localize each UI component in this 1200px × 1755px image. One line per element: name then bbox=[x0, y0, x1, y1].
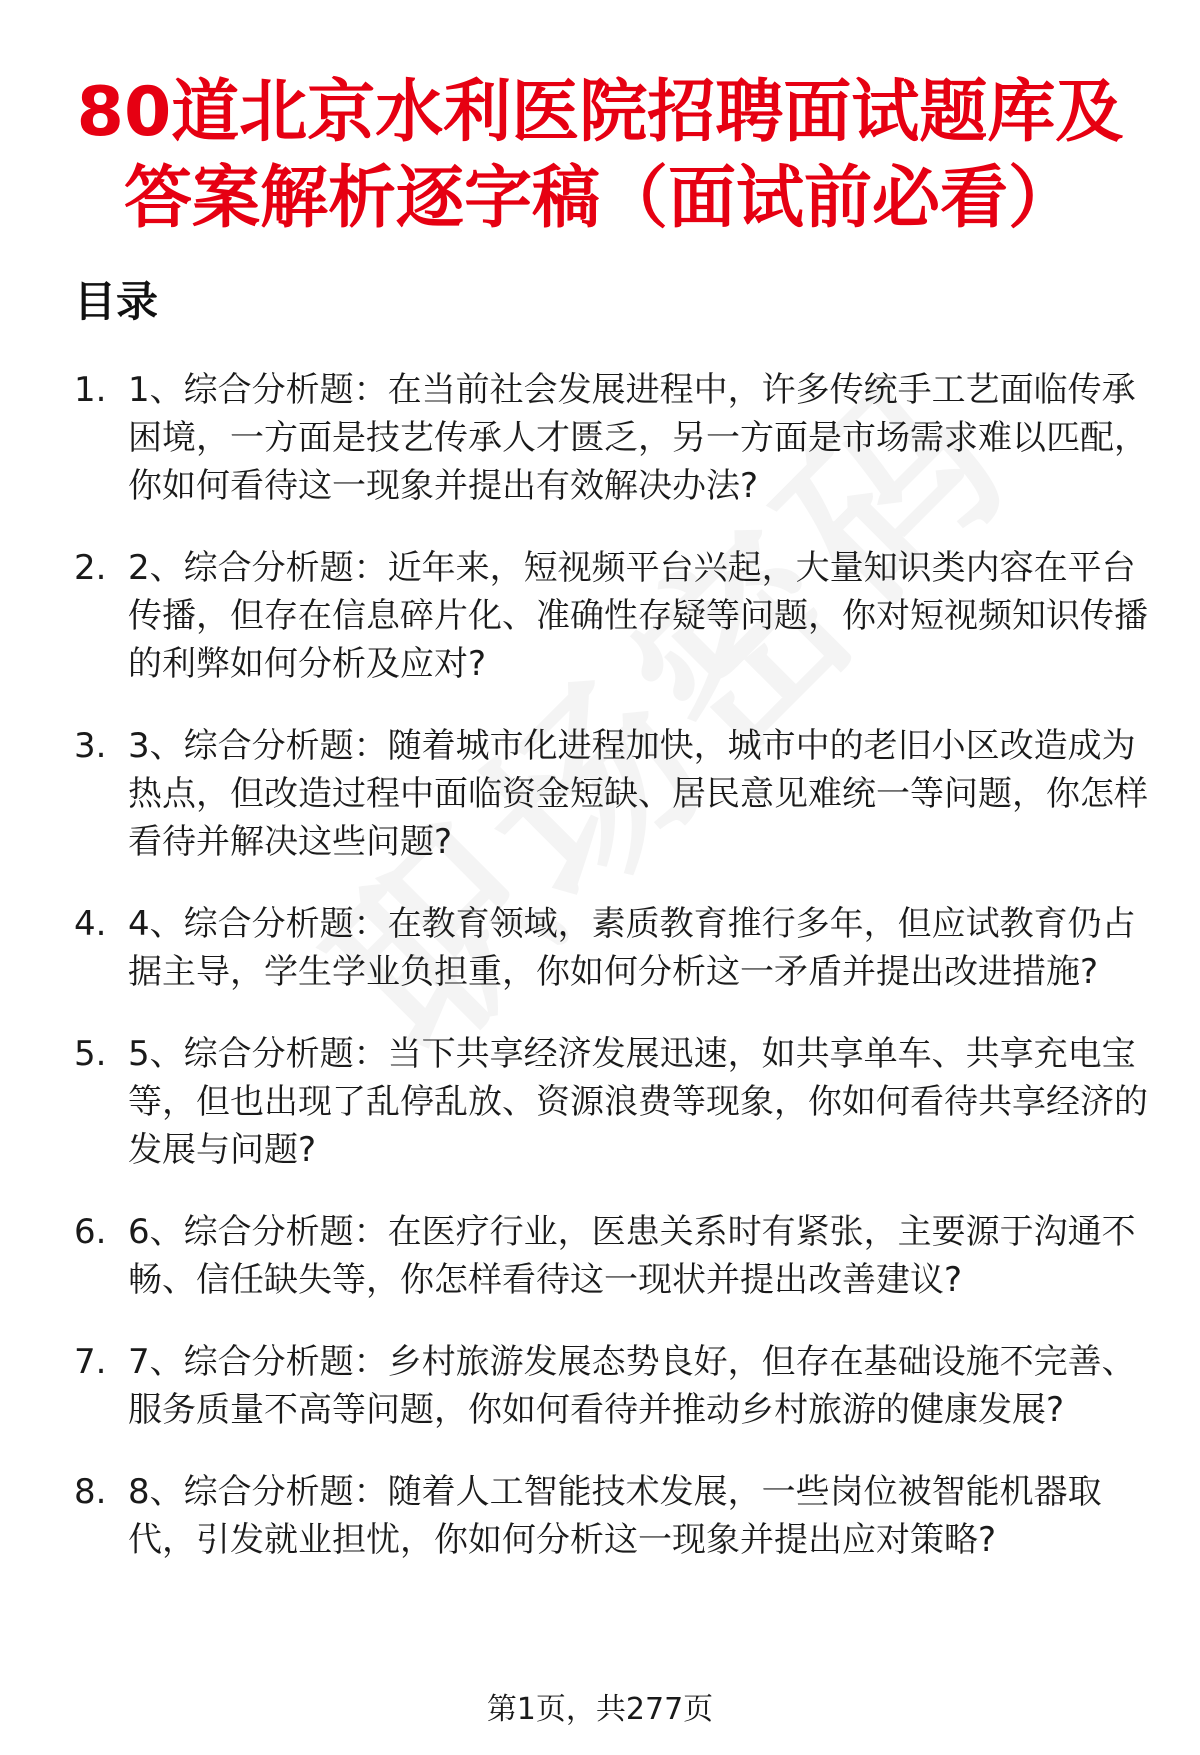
toc-item-number: 8. bbox=[74, 1472, 107, 1512]
toc-item[interactable] bbox=[74, 1468, 1164, 1564]
toc-item-text: 1、综合分析题：在当前社会发展进程中，许多传统手工艺面临传承困境，一方面是技艺传承人才匮乏，另一方面是市场需求难以匹配，你如何看待这一现象并提出有效解决办法? bbox=[128, 370, 1148, 506]
toc-item-number: 1. bbox=[74, 370, 107, 410]
toc-item-number: 4. bbox=[74, 904, 107, 944]
toc-item-number: 6. bbox=[74, 1212, 107, 1252]
toc-item[interactable] bbox=[74, 1030, 1164, 1174]
toc-item[interactable] bbox=[74, 1338, 1164, 1434]
toc-item-text: 8、综合分析题：随着人工智能技术发展，一些岗位被智能机器取代，引发就业担忧，你如何分析这一现象并提出应对策略? bbox=[128, 1472, 1102, 1560]
toc-item-text: 2、综合分析题：近年来，短视频平台兴起，大量知识类内容在平台传播，但存在信息碎片化、准确性存疑等问题，你对短视频知识传播的利弊如何分析及应对? bbox=[128, 548, 1148, 684]
toc-item[interactable] bbox=[74, 1208, 1164, 1304]
toc-heading: 目录 bbox=[74, 277, 159, 326]
toc-item-text: 3、综合分析题：随着城市化进程加快，城市中的老旧小区改造成为热点，但改造过程中面临资金短缺、居民意见难统一等问题，你怎样看待并解决这些问题? bbox=[128, 726, 1148, 862]
toc-list bbox=[74, 366, 1164, 1598]
page-footer: 第1页，共277页 bbox=[486, 1692, 714, 1727]
toc-item[interactable] bbox=[74, 722, 1164, 866]
toc-item[interactable] bbox=[74, 900, 1164, 996]
toc-item-number: 5. bbox=[74, 1034, 107, 1074]
toc-item-number: 7. bbox=[74, 1342, 107, 1382]
toc-item-text: 4、综合分析题：在教育领域，素质教育推行多年，但应试教育仍占据主导，学生学业负担重，你如何分析这一矛盾并提出改进措施? bbox=[128, 904, 1136, 992]
toc-item-number: 2. bbox=[74, 548, 107, 588]
toc-item[interactable] bbox=[74, 366, 1164, 510]
toc-item-text: 5、综合分析题：当下共享经济发展迅速，如共享单车、共享充电宝等，但也出现了乱停乱放、资源浪费等现象，你如何看待共享经济的发展与问题? bbox=[128, 1034, 1148, 1170]
page-title: 80道北京水利医院招聘面试题库及答案解析逐字稿（面试前必看） bbox=[76, 73, 1124, 238]
toc-item-text: 6、综合分析题：在医疗行业，医患关系时有紧张，主要源于沟通不畅、信任缺失等，你怎样看待这一现状并提出改善建议? bbox=[128, 1212, 1136, 1300]
toc-item[interactable] bbox=[74, 544, 1164, 688]
toc-item-text: 7、综合分析题：乡村旅游发展态势良好，但存在基础设施不完善、服务质量不高等问题，你如何看待并推动乡村旅游的健康发展? bbox=[128, 1342, 1136, 1430]
toc-item-number: 3. bbox=[74, 726, 107, 766]
